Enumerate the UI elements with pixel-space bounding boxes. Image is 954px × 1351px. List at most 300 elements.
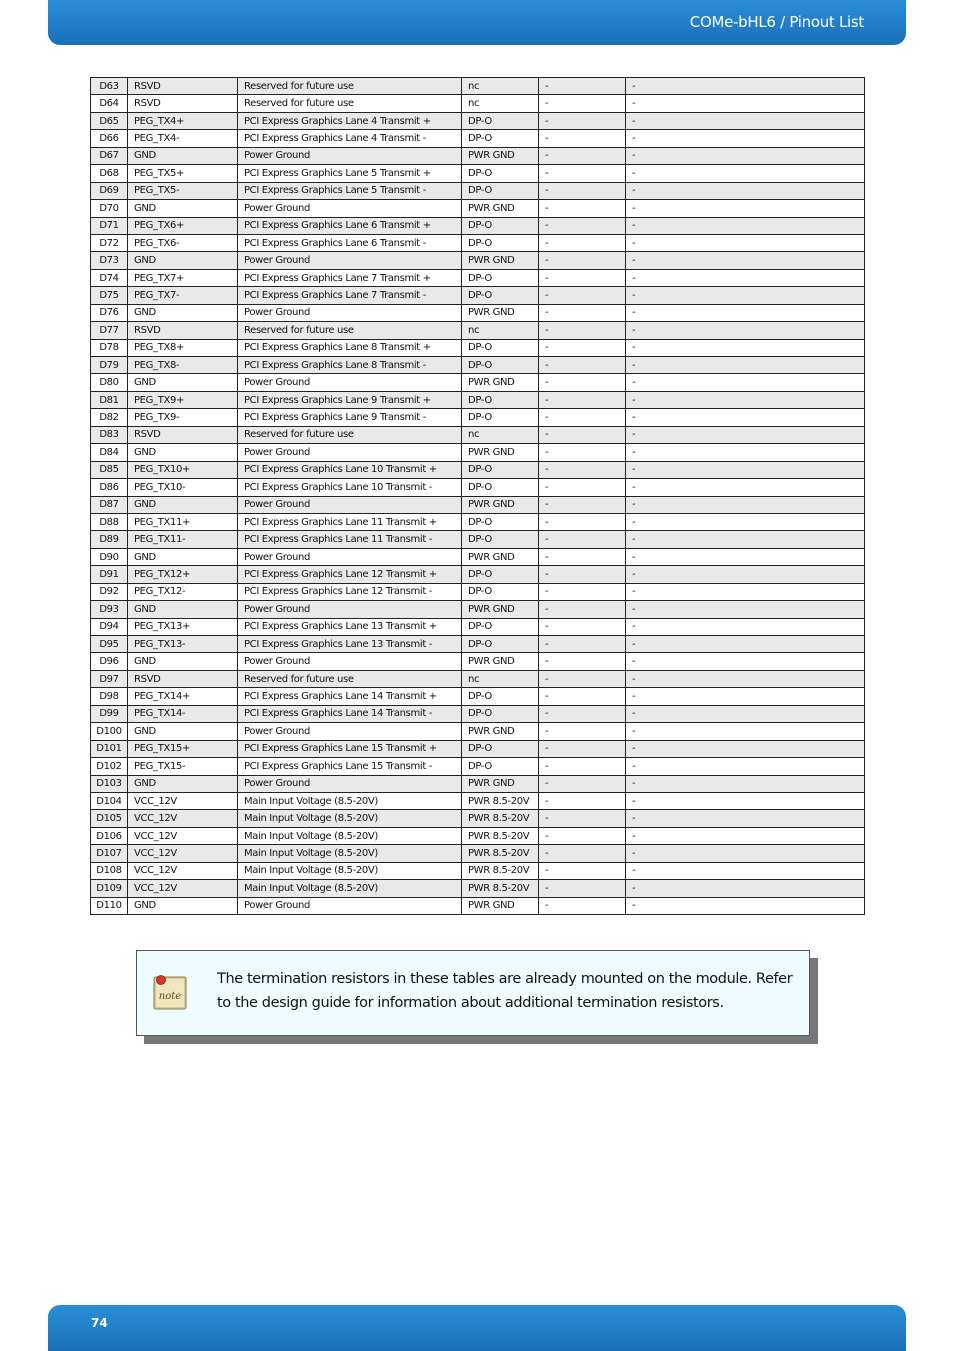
cell-pin: D99 bbox=[91, 705, 128, 722]
page-number: 74 bbox=[91, 1316, 108, 1330]
table-row bbox=[91, 513, 865, 530]
cell-comment: - bbox=[626, 374, 865, 391]
cell-type: PWR GND bbox=[462, 723, 539, 740]
cell-comment: - bbox=[626, 165, 865, 182]
cell-description: PCI Express Graphics Lane 11 Transmit - bbox=[238, 531, 462, 548]
cell-type: DP-O bbox=[462, 583, 539, 600]
cell-signal: PEG_TX12- bbox=[128, 583, 238, 600]
cell-description: Main Input Voltage (8.5-20V) bbox=[238, 810, 462, 827]
cell-termination: - bbox=[539, 130, 626, 147]
table-row bbox=[91, 391, 865, 408]
cell-signal: PEG_TX8- bbox=[128, 357, 238, 374]
cell-pin: D76 bbox=[91, 304, 128, 321]
cell-description: PCI Express Graphics Lane 12 Transmit - bbox=[238, 583, 462, 600]
cell-pin: D67 bbox=[91, 147, 128, 164]
cell-pin: D95 bbox=[91, 636, 128, 653]
cell-signal: PEG_TX7- bbox=[128, 287, 238, 304]
cell-termination: - bbox=[539, 461, 626, 478]
cell-termination: - bbox=[539, 182, 626, 199]
cell-signal: GND bbox=[128, 374, 238, 391]
cell-description: PCI Express Graphics Lane 14 Transmit - bbox=[238, 705, 462, 722]
cell-pin: D106 bbox=[91, 827, 128, 844]
cell-description: PCI Express Graphics Lane 13 Transmit - bbox=[238, 636, 462, 653]
cell-pin: D77 bbox=[91, 322, 128, 339]
cell-signal: RSVD bbox=[128, 426, 238, 443]
cell-termination: - bbox=[539, 374, 626, 391]
cell-pin: D97 bbox=[91, 670, 128, 687]
cell-comment: - bbox=[626, 182, 865, 199]
cell-comment: - bbox=[626, 548, 865, 565]
cell-pin: D75 bbox=[91, 287, 128, 304]
cell-pin: D110 bbox=[91, 897, 128, 914]
cell-type: PWR 8.5-20V bbox=[462, 810, 539, 827]
cell-signal: PEG_TX9- bbox=[128, 409, 238, 426]
cell-description: Main Input Voltage (8.5-20V) bbox=[238, 862, 462, 879]
cell-signal: VCC_12V bbox=[128, 880, 238, 897]
cell-termination: - bbox=[539, 810, 626, 827]
cell-termination: - bbox=[539, 636, 626, 653]
cell-pin: D92 bbox=[91, 583, 128, 600]
cell-description: Reserved for future use bbox=[238, 95, 462, 112]
cell-termination: - bbox=[539, 409, 626, 426]
cell-comment: - bbox=[626, 130, 865, 147]
cell-termination: - bbox=[539, 880, 626, 897]
cell-termination: - bbox=[539, 252, 626, 269]
cell-type: nc bbox=[462, 95, 539, 112]
table-row bbox=[91, 147, 865, 164]
cell-type: PWR GND bbox=[462, 548, 539, 565]
cell-description: PCI Express Graphics Lane 10 Transmit + bbox=[238, 461, 462, 478]
cell-signal: PEG_TX12+ bbox=[128, 566, 238, 583]
cell-pin: D101 bbox=[91, 740, 128, 757]
cell-comment: - bbox=[626, 827, 865, 844]
page-header-title: COMe-bHL6 / Pinout List bbox=[689, 13, 864, 31]
table-row bbox=[91, 897, 865, 914]
cell-comment: - bbox=[626, 688, 865, 705]
cell-pin: D94 bbox=[91, 618, 128, 635]
cell-type: DP-O bbox=[462, 165, 539, 182]
cell-termination: - bbox=[539, 269, 626, 286]
cell-pin: D82 bbox=[91, 409, 128, 426]
cell-signal: GND bbox=[128, 200, 238, 217]
table-row bbox=[91, 95, 865, 112]
cell-signal: VCC_12V bbox=[128, 792, 238, 809]
cell-comment: - bbox=[626, 444, 865, 461]
cell-description: PCI Express Graphics Lane 15 Transmit + bbox=[238, 740, 462, 757]
cell-comment: - bbox=[626, 723, 865, 740]
cell-comment: - bbox=[626, 461, 865, 478]
cell-comment: - bbox=[626, 339, 865, 356]
table-row bbox=[91, 444, 865, 461]
table-row bbox=[91, 880, 865, 897]
table-row bbox=[91, 200, 865, 217]
cell-comment: - bbox=[626, 147, 865, 164]
cell-termination: - bbox=[539, 670, 626, 687]
cell-description: Power Ground bbox=[238, 147, 462, 164]
cell-pin: D104 bbox=[91, 792, 128, 809]
table-row bbox=[91, 705, 865, 722]
cell-comment: - bbox=[626, 670, 865, 687]
header-bar bbox=[48, 0, 906, 45]
table-row bbox=[91, 252, 865, 269]
cell-signal: PEG_TX15+ bbox=[128, 740, 238, 757]
cell-termination: - bbox=[539, 200, 626, 217]
table-row bbox=[91, 618, 865, 635]
cell-pin: D96 bbox=[91, 653, 128, 670]
cell-signal: PEG_TX10- bbox=[128, 479, 238, 496]
cell-pin: D79 bbox=[91, 357, 128, 374]
cell-comment: - bbox=[626, 636, 865, 653]
cell-description: Power Ground bbox=[238, 601, 462, 618]
cell-type: PWR GND bbox=[462, 897, 539, 914]
pinout-table bbox=[90, 77, 865, 915]
cell-comment: - bbox=[626, 897, 865, 914]
table-row bbox=[91, 862, 865, 879]
table-row bbox=[91, 775, 865, 792]
cell-description: Power Ground bbox=[238, 496, 462, 513]
table-row bbox=[91, 566, 865, 583]
cell-signal: GND bbox=[128, 723, 238, 740]
cell-pin: D74 bbox=[91, 269, 128, 286]
footer-bar bbox=[48, 1305, 906, 1351]
table-row bbox=[91, 234, 865, 251]
cell-comment: - bbox=[626, 845, 865, 862]
table-row bbox=[91, 269, 865, 286]
cell-termination: - bbox=[539, 513, 626, 530]
table-row bbox=[91, 322, 865, 339]
cell-termination: - bbox=[539, 95, 626, 112]
cell-pin: D98 bbox=[91, 688, 128, 705]
note-icon-label: note bbox=[158, 991, 182, 1002]
cell-description: PCI Express Graphics Lane 15 Transmit - bbox=[238, 758, 462, 775]
table-row bbox=[91, 357, 865, 374]
cell-signal: GND bbox=[128, 775, 238, 792]
cell-termination: - bbox=[539, 339, 626, 356]
cell-pin: D66 bbox=[91, 130, 128, 147]
cell-type: PWR 8.5-20V bbox=[462, 792, 539, 809]
table-row bbox=[91, 182, 865, 199]
cell-comment: - bbox=[626, 601, 865, 618]
cell-type: nc bbox=[462, 426, 539, 443]
cell-description: PCI Express Graphics Lane 9 Transmit - bbox=[238, 409, 462, 426]
cell-comment: - bbox=[626, 78, 865, 95]
table-row bbox=[91, 531, 865, 548]
cell-pin: D103 bbox=[91, 775, 128, 792]
cell-termination: - bbox=[539, 601, 626, 618]
table-row bbox=[91, 287, 865, 304]
cell-description: Reserved for future use bbox=[238, 670, 462, 687]
cell-description: PCI Express Graphics Lane 14 Transmit + bbox=[238, 688, 462, 705]
cell-description: Power Ground bbox=[238, 304, 462, 321]
cell-type: PWR 8.5-20V bbox=[462, 862, 539, 879]
cell-signal: VCC_12V bbox=[128, 827, 238, 844]
cell-signal: VCC_12V bbox=[128, 810, 238, 827]
cell-description: Power Ground bbox=[238, 775, 462, 792]
cell-pin: D88 bbox=[91, 513, 128, 530]
cell-pin: D105 bbox=[91, 810, 128, 827]
cell-description: Main Input Voltage (8.5-20V) bbox=[238, 827, 462, 844]
cell-signal: RSVD bbox=[128, 322, 238, 339]
cell-comment: - bbox=[626, 112, 865, 129]
cell-comment: - bbox=[626, 880, 865, 897]
cell-termination: - bbox=[539, 147, 626, 164]
cell-pin: D65 bbox=[91, 112, 128, 129]
cell-termination: - bbox=[539, 304, 626, 321]
cell-type: DP-O bbox=[462, 705, 539, 722]
cell-pin: D69 bbox=[91, 182, 128, 199]
cell-type: PWR GND bbox=[462, 444, 539, 461]
cell-type: PWR 8.5-20V bbox=[462, 880, 539, 897]
table-row bbox=[91, 548, 865, 565]
cell-comment: - bbox=[626, 357, 865, 374]
cell-signal: GND bbox=[128, 897, 238, 914]
cell-description: Power Ground bbox=[238, 374, 462, 391]
cell-description: PCI Express Graphics Lane 7 Transmit - bbox=[238, 287, 462, 304]
cell-signal: VCC_12V bbox=[128, 862, 238, 879]
cell-description: Reserved for future use bbox=[238, 78, 462, 95]
cell-description: PCI Express Graphics Lane 10 Transmit - bbox=[238, 479, 462, 496]
cell-termination: - bbox=[539, 827, 626, 844]
cell-type: DP-O bbox=[462, 461, 539, 478]
cell-termination: - bbox=[539, 548, 626, 565]
cell-comment: - bbox=[626, 409, 865, 426]
cell-type: DP-O bbox=[462, 182, 539, 199]
table-row bbox=[91, 845, 865, 862]
table-row bbox=[91, 461, 865, 478]
cell-comment: - bbox=[626, 862, 865, 879]
cell-type: DP-O bbox=[462, 636, 539, 653]
cell-description: PCI Express Graphics Lane 9 Transmit + bbox=[238, 391, 462, 408]
cell-pin: D109 bbox=[91, 880, 128, 897]
cell-type: PWR 8.5-20V bbox=[462, 845, 539, 862]
cell-comment: - bbox=[626, 217, 865, 234]
cell-termination: - bbox=[539, 391, 626, 408]
cell-comment: - bbox=[626, 287, 865, 304]
cell-signal: PEG_TX4- bbox=[128, 130, 238, 147]
cell-signal: PEG_TX11+ bbox=[128, 513, 238, 530]
cell-pin: D84 bbox=[91, 444, 128, 461]
cell-comment: - bbox=[626, 304, 865, 321]
table-row bbox=[91, 217, 865, 234]
cell-type: DP-O bbox=[462, 688, 539, 705]
pinout-table-body bbox=[91, 78, 865, 915]
cell-comment: - bbox=[626, 618, 865, 635]
cell-pin: D63 bbox=[91, 78, 128, 95]
cell-signal: GND bbox=[128, 548, 238, 565]
cell-signal: RSVD bbox=[128, 95, 238, 112]
table-row bbox=[91, 810, 865, 827]
cell-signal: PEG_TX4+ bbox=[128, 112, 238, 129]
cell-pin: D72 bbox=[91, 234, 128, 251]
cell-termination: - bbox=[539, 653, 626, 670]
cell-signal: PEG_TX15- bbox=[128, 758, 238, 775]
cell-pin: D80 bbox=[91, 374, 128, 391]
cell-termination: - bbox=[539, 112, 626, 129]
cell-description: PCI Express Graphics Lane 6 Transmit - bbox=[238, 234, 462, 251]
cell-type: DP-O bbox=[462, 740, 539, 757]
cell-signal: PEG_TX5- bbox=[128, 182, 238, 199]
cell-type: DP-O bbox=[462, 409, 539, 426]
cell-pin: D68 bbox=[91, 165, 128, 182]
cell-comment: - bbox=[626, 513, 865, 530]
note-icon bbox=[152, 971, 188, 1011]
cell-type: PWR GND bbox=[462, 496, 539, 513]
cell-pin: D108 bbox=[91, 862, 128, 879]
cell-pin: D83 bbox=[91, 426, 128, 443]
cell-type: DP-O bbox=[462, 391, 539, 408]
cell-comment: - bbox=[626, 705, 865, 722]
cell-type: nc bbox=[462, 322, 539, 339]
cell-type: PWR GND bbox=[462, 374, 539, 391]
cell-termination: - bbox=[539, 426, 626, 443]
cell-termination: - bbox=[539, 775, 626, 792]
table-row bbox=[91, 304, 865, 321]
cell-type: PWR GND bbox=[462, 775, 539, 792]
cell-comment: - bbox=[626, 758, 865, 775]
cell-signal: PEG_TX7+ bbox=[128, 269, 238, 286]
cell-pin: D78 bbox=[91, 339, 128, 356]
cell-signal: RSVD bbox=[128, 670, 238, 687]
table-row bbox=[91, 374, 865, 391]
cell-description: PCI Express Graphics Lane 12 Transmit + bbox=[238, 566, 462, 583]
table-row bbox=[91, 723, 865, 740]
cell-description: Power Ground bbox=[238, 444, 462, 461]
cell-signal: PEG_TX8+ bbox=[128, 339, 238, 356]
cell-type: PWR GND bbox=[462, 601, 539, 618]
cell-termination: - bbox=[539, 862, 626, 879]
table-row bbox=[91, 583, 865, 600]
table-row bbox=[91, 409, 865, 426]
cell-termination: - bbox=[539, 688, 626, 705]
cell-signal: VCC_12V bbox=[128, 845, 238, 862]
table-row bbox=[91, 740, 865, 757]
cell-type: DP-O bbox=[462, 130, 539, 147]
cell-termination: - bbox=[539, 566, 626, 583]
cell-type: DP-O bbox=[462, 531, 539, 548]
cell-type: DP-O bbox=[462, 339, 539, 356]
cell-comment: - bbox=[626, 269, 865, 286]
cell-description: Reserved for future use bbox=[238, 426, 462, 443]
table-row bbox=[91, 670, 865, 687]
cell-termination: - bbox=[539, 845, 626, 862]
table-row bbox=[91, 636, 865, 653]
cell-termination: - bbox=[539, 234, 626, 251]
cell-termination: - bbox=[539, 740, 626, 757]
table-row bbox=[91, 496, 865, 513]
cell-type: DP-O bbox=[462, 758, 539, 775]
cell-signal: PEG_TX9+ bbox=[128, 391, 238, 408]
cell-pin: D86 bbox=[91, 479, 128, 496]
table-row bbox=[91, 426, 865, 443]
cell-signal: PEG_TX6- bbox=[128, 234, 238, 251]
cell-type: nc bbox=[462, 78, 539, 95]
cell-type: PWR GND bbox=[462, 252, 539, 269]
cell-comment: - bbox=[626, 479, 865, 496]
cell-signal: GND bbox=[128, 496, 238, 513]
cell-pin: D91 bbox=[91, 566, 128, 583]
cell-description: Power Ground bbox=[238, 723, 462, 740]
cell-termination: - bbox=[539, 618, 626, 635]
cell-description: Reserved for future use bbox=[238, 322, 462, 339]
cell-description: PCI Express Graphics Lane 5 Transmit + bbox=[238, 165, 462, 182]
cell-description: Power Ground bbox=[238, 653, 462, 670]
cell-comment: - bbox=[626, 566, 865, 583]
cell-signal: RSVD bbox=[128, 78, 238, 95]
cell-termination: - bbox=[539, 165, 626, 182]
cell-description: PCI Express Graphics Lane 13 Transmit + bbox=[238, 618, 462, 635]
cell-comment: - bbox=[626, 95, 865, 112]
cell-description: Main Input Voltage (8.5-20V) bbox=[238, 845, 462, 862]
cell-pin: D93 bbox=[91, 601, 128, 618]
cell-termination: - bbox=[539, 357, 626, 374]
cell-description: PCI Express Graphics Lane 6 Transmit + bbox=[238, 217, 462, 234]
cell-type: DP-O bbox=[462, 618, 539, 635]
cell-description: PCI Express Graphics Lane 4 Transmit + bbox=[238, 112, 462, 129]
cell-type: DP-O bbox=[462, 217, 539, 234]
cell-signal: GND bbox=[128, 252, 238, 269]
cell-comment: - bbox=[626, 252, 865, 269]
cell-termination: - bbox=[539, 496, 626, 513]
cell-termination: - bbox=[539, 723, 626, 740]
table-row bbox=[91, 758, 865, 775]
cell-termination: - bbox=[539, 479, 626, 496]
cell-pin: D73 bbox=[91, 252, 128, 269]
cell-type: PWR GND bbox=[462, 147, 539, 164]
cell-type: DP-O bbox=[462, 357, 539, 374]
cell-type: DP-O bbox=[462, 112, 539, 129]
cell-description: PCI Express Graphics Lane 4 Transmit - bbox=[238, 130, 462, 147]
table-row bbox=[91, 827, 865, 844]
table-row bbox=[91, 601, 865, 618]
cell-description: Power Ground bbox=[238, 200, 462, 217]
cell-description: PCI Express Graphics Lane 7 Transmit + bbox=[238, 269, 462, 286]
cell-type: DP-O bbox=[462, 479, 539, 496]
cell-comment: - bbox=[626, 391, 865, 408]
cell-pin: D87 bbox=[91, 496, 128, 513]
cell-termination: - bbox=[539, 758, 626, 775]
cell-termination: - bbox=[539, 217, 626, 234]
cell-comment: - bbox=[626, 810, 865, 827]
cell-signal: GND bbox=[128, 444, 238, 461]
cell-pin: D71 bbox=[91, 217, 128, 234]
cell-pin: D85 bbox=[91, 461, 128, 478]
cell-termination: - bbox=[539, 792, 626, 809]
table-row bbox=[91, 78, 865, 95]
cell-termination: - bbox=[539, 444, 626, 461]
cell-signal: PEG_TX10+ bbox=[128, 461, 238, 478]
cell-signal: PEG_TX13+ bbox=[128, 618, 238, 635]
cell-signal: PEG_TX14- bbox=[128, 705, 238, 722]
cell-pin: D102 bbox=[91, 758, 128, 775]
table-row bbox=[91, 479, 865, 496]
cell-signal: PEG_TX6+ bbox=[128, 217, 238, 234]
cell-description: PCI Express Graphics Lane 5 Transmit - bbox=[238, 182, 462, 199]
cell-pin: D81 bbox=[91, 391, 128, 408]
cell-type: PWR GND bbox=[462, 200, 539, 217]
cell-type: DP-O bbox=[462, 513, 539, 530]
cell-comment: - bbox=[626, 740, 865, 757]
cell-description: PCI Express Graphics Lane 8 Transmit - bbox=[238, 357, 462, 374]
cell-termination: - bbox=[539, 583, 626, 600]
cell-comment: - bbox=[626, 775, 865, 792]
table-row bbox=[91, 339, 865, 356]
cell-comment: - bbox=[626, 234, 865, 251]
cell-comment: - bbox=[626, 496, 865, 513]
cell-termination: - bbox=[539, 78, 626, 95]
cell-comment: - bbox=[626, 426, 865, 443]
cell-description: Main Input Voltage (8.5-20V) bbox=[238, 880, 462, 897]
cell-signal: PEG_TX13- bbox=[128, 636, 238, 653]
